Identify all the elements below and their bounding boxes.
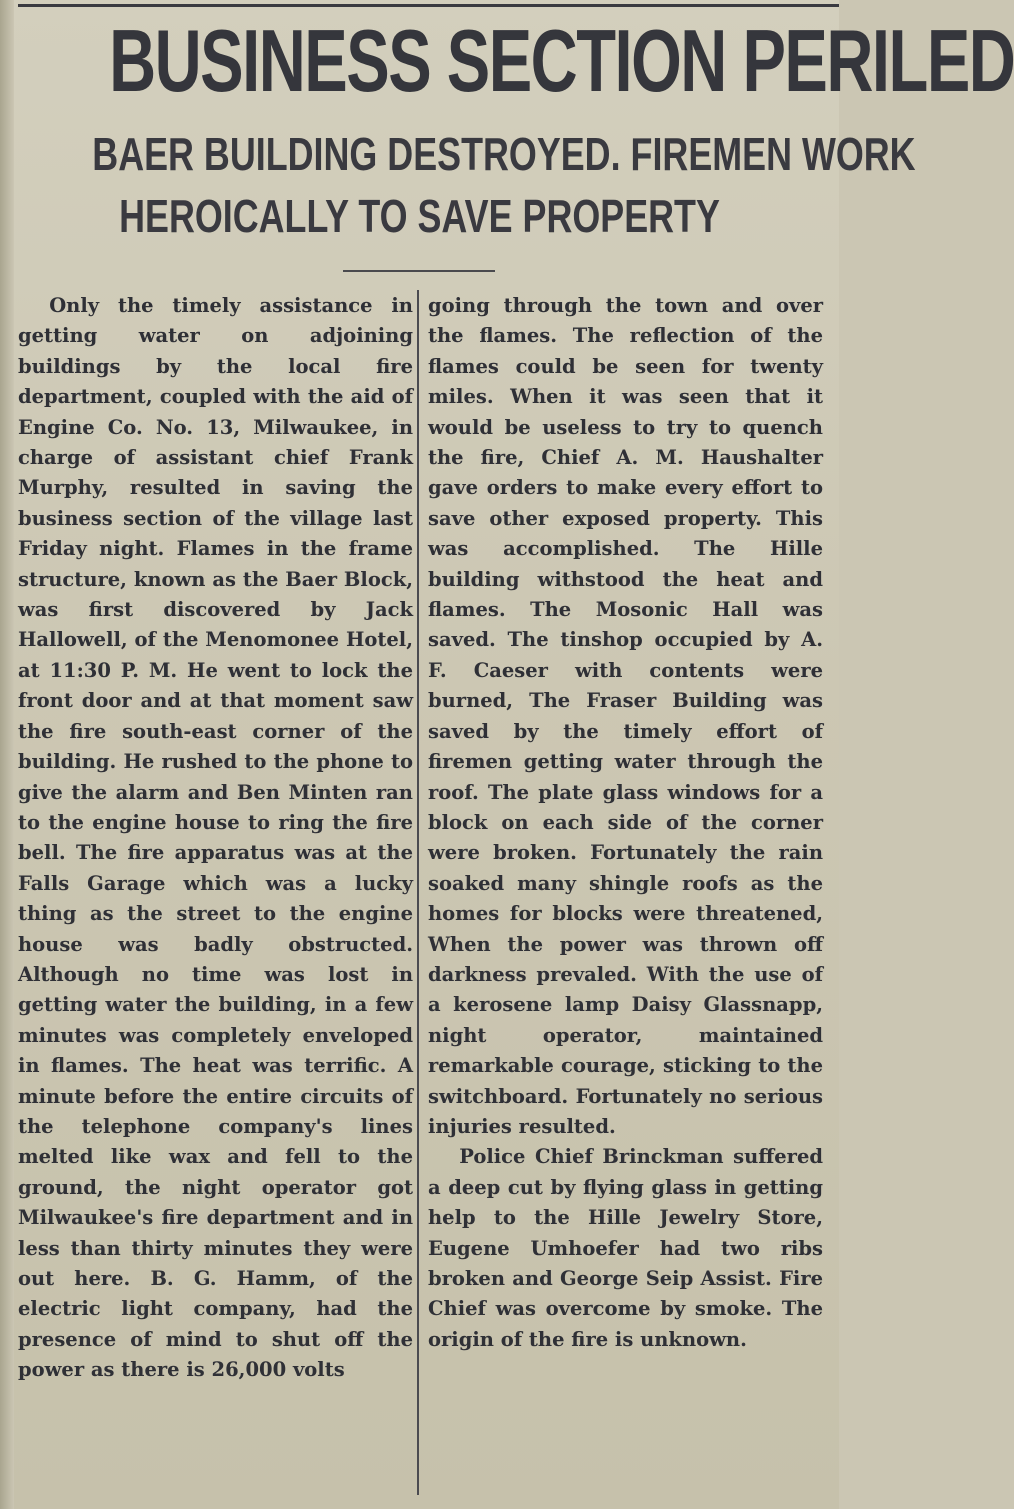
paragraph-1: Only the timely assistance in getting water on adjoining buildings by the local fire department, coupled with the aid of Engine Co. No. 13, Milwaukee, in charge of assistant chief Frank Murphy, resulted in saving the business section of the village last Friday night. Flames in the frame structure, known as the Baer Block, was first discovered by Jack Hallowell, of the Menomonee Hotel, at 11:30 P. M. He went to lock the front door and at that moment saw the fire south-east corner of the building. He rushed to the phone to give the alarm and Ben Minten ran to the engine house to ring the fire bell. The fire apparatus was at the Falls Garage which was a lucky thing as the street to the engine house was badly obstructed. Although no time was lost in getting water the building, in a few minutes was completely enveloped in flames. The heat was terrific. A minute before the entire circuits of the telephone company's lines melted like wax and fell to the ground, the night operator got Milwaukee's fire department and in less than thirty minutes they were out here. B. G. Hamm, of the electric light company, had the presence of mind to shut off the power as there is 26,000 volts bbox=[18, 294, 413, 1382]
subheadline-line-1: BAER BUILDING DESTROYED. FIREMEN WORK bbox=[92, 128, 916, 180]
headline: BUSINESS SECTION PERILED bbox=[109, 11, 1014, 110]
article-column-left bbox=[18, 291, 413, 1501]
top-rule bbox=[18, 4, 839, 7]
page-edge bbox=[0, 0, 14, 1509]
subheadline-line-2: HEROICALLY TO SAVE PROPERTY bbox=[119, 190, 720, 242]
headline-divider bbox=[343, 270, 495, 272]
paragraph-2: Police Chief Brinckman suffered a deep cut by flying glass in getting help to the Hille Jewelry Store, Eugene Umhoefer had two ribs broken and George Seip Assist. Fire Chief was overcome by smoke. The origin of the fire is unknown. bbox=[428, 1145, 823, 1351]
paragraph-1-continued: going through the town and over the flames. The reflection of the flames could be seen for twenty miles. When it was seen that it would be useless to try to quench the fire, Chief A. M. Haushalter gave orders to make every effort to save other exposed property. This was accomplished. The Hille building withstood the heat and flames. The Mosonic Hall was saved. The tinshop occupied by A. F. Caeser with contents were burned, The Fraser Building was saved by the timely effort of firemen getting water through the roof. The plate glass windows for a block on each side of the corner were broken. Fortunately the rain soaked many shingle roofs as the homes for blocks were threatened, When the power was thrown off darkness prevaled. With the use of a kerosene lamp Daisy Glassnapp, night operator, maintained remarkable courage, sticking to the switchboard. Fortunately no serious injuries resulted. bbox=[428, 294, 823, 1138]
article-column-right bbox=[428, 291, 823, 1501]
column-divider bbox=[417, 290, 419, 1495]
